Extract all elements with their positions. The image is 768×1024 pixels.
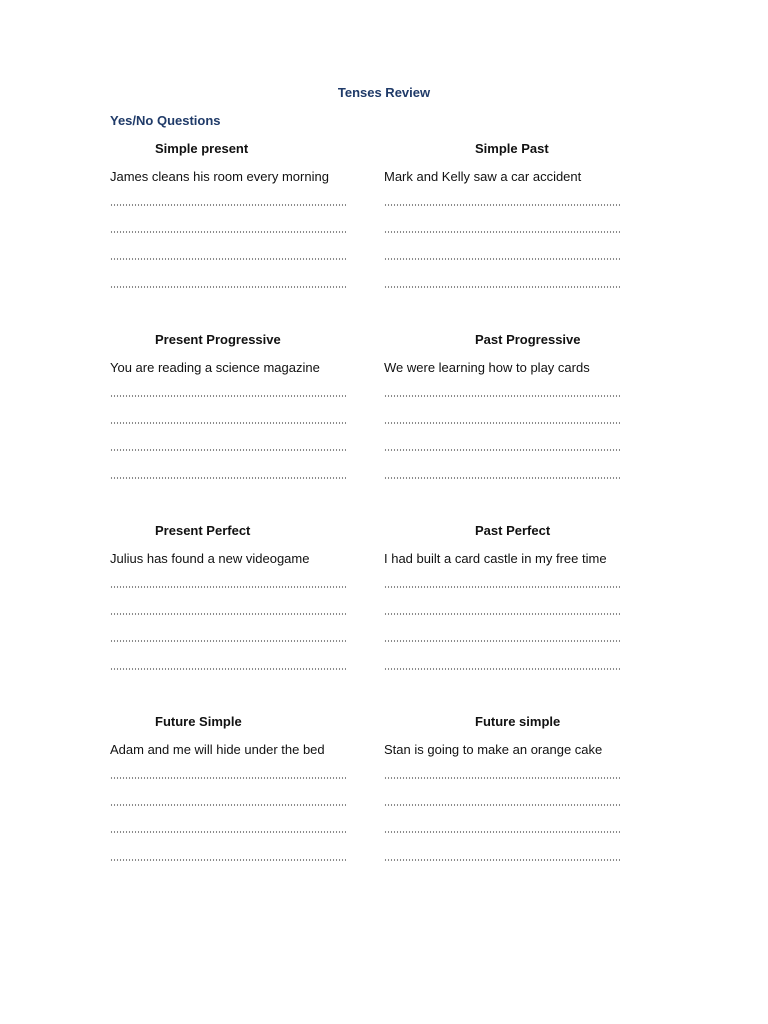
- answer-line-4[interactable]: [110, 859, 346, 861]
- answer-line-4[interactable]: [384, 286, 620, 288]
- answer-line-2[interactable]: [110, 422, 346, 424]
- answer-line-2[interactable]: [110, 804, 346, 806]
- answer-line-4[interactable]: [110, 477, 346, 479]
- example-sentence: We were learning how to play cards: [384, 360, 590, 375]
- page-title: Tenses Review: [337, 85, 431, 100]
- answer-line-1[interactable]: [110, 395, 346, 397]
- example-sentence: I had built a card castle in my free time: [384, 551, 607, 566]
- answer-line-4[interactable]: [384, 668, 620, 670]
- tense-heading: Past Perfect: [475, 523, 551, 538]
- tense-heading: Future Simple: [155, 714, 242, 729]
- answer-line-3[interactable]: [110, 640, 346, 642]
- answer-line-3[interactable]: [384, 449, 620, 451]
- answer-line-2[interactable]: [384, 804, 620, 806]
- answer-line-2[interactable]: [110, 231, 346, 233]
- answer-line-1[interactable]: [384, 777, 620, 779]
- page-subtitle: Yes/No Questions: [110, 113, 221, 128]
- tense-heading: Past Progressive: [475, 332, 581, 347]
- answer-line-3[interactable]: [110, 831, 346, 833]
- answer-line-4[interactable]: [110, 286, 346, 288]
- answer-line-2[interactable]: [384, 613, 620, 615]
- tense-heading: Future simple: [475, 714, 561, 729]
- answer-line-4[interactable]: [384, 477, 620, 479]
- answer-line-1[interactable]: [110, 204, 346, 206]
- answer-line-3[interactable]: [384, 640, 620, 642]
- tense-heading: Simple present: [155, 141, 249, 156]
- answer-line-2[interactable]: [110, 613, 346, 615]
- example-sentence: Mark and Kelly saw a car accident: [384, 169, 582, 184]
- tense-heading: Simple Past: [475, 141, 549, 156]
- example-sentence: James cleans his room every morning: [110, 169, 329, 184]
- answer-line-4[interactable]: [110, 668, 346, 670]
- answer-line-3[interactable]: [110, 449, 346, 451]
- answer-line-3[interactable]: [384, 831, 620, 833]
- tense-heading: Present Perfect: [155, 523, 251, 538]
- tense-heading: Present Progressive: [155, 332, 281, 347]
- answer-line-3[interactable]: [384, 258, 620, 260]
- example-sentence: You are reading a science magazine: [110, 360, 320, 375]
- answer-line-4[interactable]: [384, 859, 620, 861]
- answer-line-3[interactable]: [110, 258, 346, 260]
- answer-line-1[interactable]: [110, 777, 346, 779]
- answer-line-1[interactable]: [384, 395, 620, 397]
- answer-line-2[interactable]: [384, 231, 620, 233]
- answer-line-1[interactable]: [384, 204, 620, 206]
- example-sentence: Stan is going to make an orange cake: [384, 742, 603, 757]
- example-sentence: Adam and me will hide under the bed: [110, 742, 325, 757]
- example-sentence: Julius has found a new videogame: [110, 551, 310, 566]
- answer-line-1[interactable]: [110, 586, 346, 588]
- answer-line-2[interactable]: [384, 422, 620, 424]
- answer-line-1[interactable]: [384, 586, 620, 588]
